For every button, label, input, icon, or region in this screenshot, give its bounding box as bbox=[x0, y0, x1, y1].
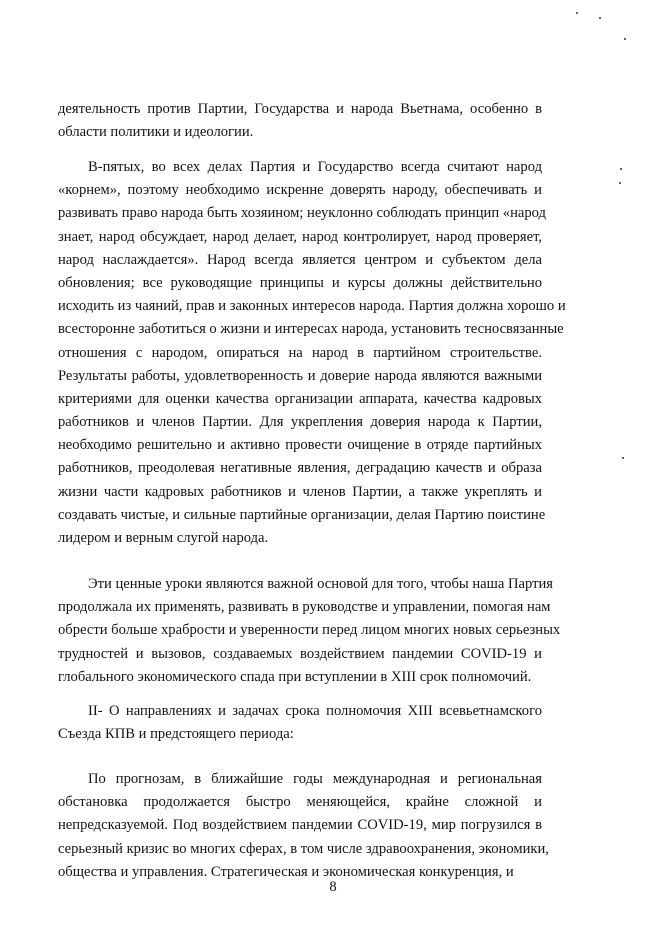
text-line: общества и управления. Стратегическая и экономическая конкуренция, и bbox=[58, 863, 514, 880]
text-line: жизни части кадровых работников и членов Партии, а также укреплять и bbox=[58, 483, 542, 500]
text-line: По прогнозам, в ближайшие годы международная и региональная bbox=[88, 771, 542, 787]
text-line: работников, преодолевая негативные явления, деградацию качеств и образа bbox=[58, 460, 542, 477]
text-line: необходимо решительно и активно провести очищение в отряде партийных bbox=[58, 437, 542, 454]
text-line: Эти ценные уроки являются важной основой для того, чтобы наша Партия bbox=[88, 576, 554, 592]
text-line: Результаты работы, удовлетворенность и доверие народа являются важными bbox=[58, 367, 542, 384]
scan-speck bbox=[620, 168, 622, 170]
text-line: серьезный кризис во многих сферах, в том числе здравоохранения, экономики, bbox=[58, 840, 549, 857]
page-number: 8 bbox=[329, 879, 337, 895]
paragraph-1 bbox=[58, 98, 542, 144]
text-line: всесторонне заботиться о жизни и интересах народа, установить тесносвязанные bbox=[58, 321, 564, 338]
paragraph-4 bbox=[58, 700, 542, 746]
text-line: деятельность против Партии, Государства и народа Вьетнама, особенно в bbox=[58, 101, 542, 117]
scan-speck bbox=[619, 182, 621, 184]
text-line: отношения с народом, опираться на народ в партийном строительстве. bbox=[58, 344, 542, 361]
text-line: «корнем», поэтому необходимо искренне доверять народу, обеспечивать и bbox=[58, 182, 542, 199]
text-line: обстановка продолжается быстро меняющейся, крайне сложной и bbox=[58, 794, 542, 811]
paragraph-3 bbox=[58, 573, 561, 689]
text-line: Съезда КПВ и предстоящего периода: bbox=[58, 726, 294, 743]
text-line: критериями для оценки качества организации аппарата, качества кадровых bbox=[58, 390, 542, 407]
text-line: обновления; все руководящие принципы и курсы должны действительно bbox=[58, 274, 542, 291]
text-line: II- О направлениях и задачах срока полномочия XIII всевьетнамского bbox=[88, 703, 542, 719]
text-line: глобального экономического спада при вступлении в XIII срок полномочий. bbox=[58, 668, 532, 685]
text-line: В-пятых, во всех делах Партия и Государство всегда считают народ bbox=[88, 159, 542, 175]
paragraph-5 bbox=[58, 768, 549, 884]
text-line: работников и членов Партии. Для укрепления доверия народа к Партии, bbox=[58, 414, 542, 431]
text-line: народ наслаждается». Народ всегда является центром и субъектом дела bbox=[58, 251, 542, 268]
text-line: непредсказуемой. Под воздействием пандемии COVID-19, мир погрузился в bbox=[58, 817, 542, 834]
text-line: лидером и верным слугой народа. bbox=[58, 530, 269, 546]
scan-speck bbox=[622, 457, 624, 459]
text-line: продолжала их применять, развивать в руководстве и управлении, помогая нам bbox=[58, 599, 551, 616]
text-line: развивать право народа быть хозяином; неуклонно соблюдать принцип «народ bbox=[58, 205, 546, 222]
scan-speck bbox=[624, 38, 626, 40]
paragraph-2 bbox=[58, 156, 566, 550]
scan-speck bbox=[599, 17, 601, 19]
text-line: знает, народ обсуждает, народ делает, народ контролирует, народ проверяет, bbox=[58, 228, 542, 245]
text-line: трудностей и вызовов, создаваемых воздействием пандемии COVID-19 и bbox=[58, 645, 542, 662]
text-line: создавать чистые, и сильные партийные организации, делая Партию поистине bbox=[58, 506, 546, 523]
text-line: области политики и идеологии. bbox=[58, 124, 254, 141]
text-line: обрести больше храбрости и уверенности перед лицом многих новых серьезных bbox=[58, 622, 561, 639]
text-line: исходить из чаяний, прав и законных интересов народа. Партия должна хорошо и bbox=[58, 298, 566, 315]
scan-speck bbox=[576, 12, 578, 14]
